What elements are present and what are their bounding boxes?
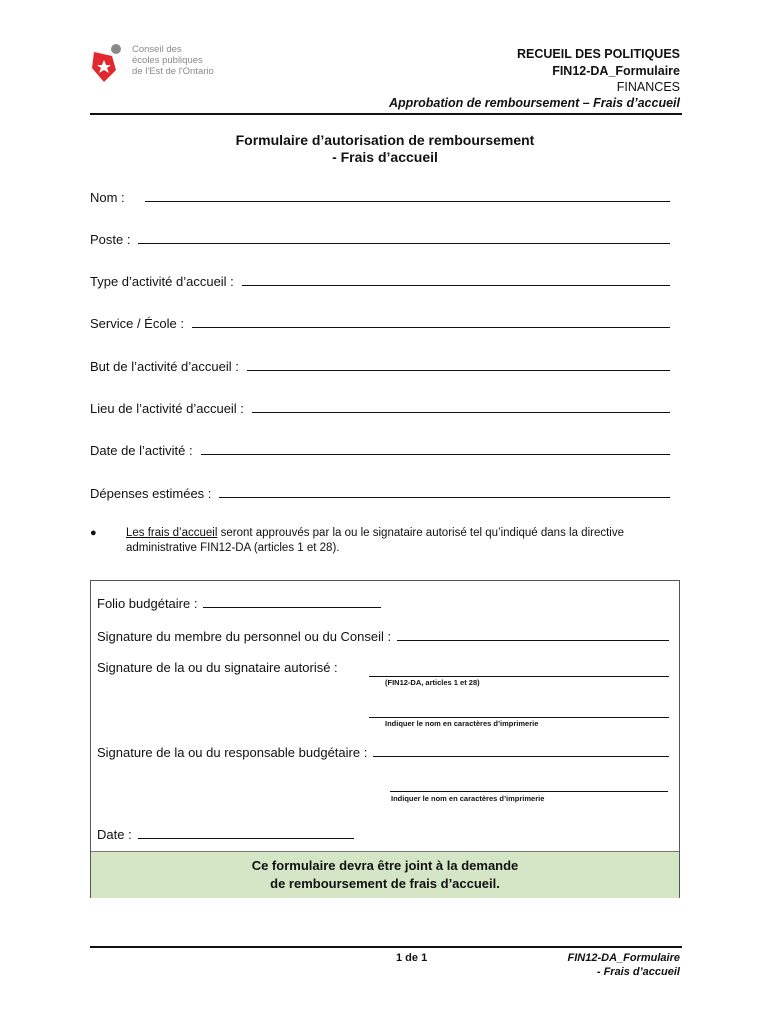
footer-form-subject: - Frais d’accueil xyxy=(596,966,680,978)
date-label: Date : xyxy=(97,827,132,842)
header-collection: RECUEIL DES POLITIQUES xyxy=(517,47,680,61)
field-line[interactable] xyxy=(201,444,670,455)
header-category: FINANCES xyxy=(616,80,680,94)
approval-note-rest: seront approuvés par la ou le signataire autorisé tel qu’indiqué dans la directive administrative FIN12-DA (articles 1 et 28). xyxy=(126,527,624,554)
logo-icon xyxy=(90,42,130,86)
field-type-activite[interactable] xyxy=(90,274,670,289)
sig-budget-label: Signature de la ou du responsable budgétaire : xyxy=(97,745,368,760)
field-line[interactable] xyxy=(219,487,670,498)
print-name-caption-1: Indiquer le nom en caractères d’imprimerie xyxy=(385,719,539,728)
bullet-dot: ● xyxy=(90,527,97,539)
sig-member-label: Signature du membre du personnel ou du Conseil : xyxy=(97,629,392,644)
field-label: Lieu de l’activité d’accueil : xyxy=(90,401,244,416)
field-folio[interactable] xyxy=(97,596,381,611)
approval-note-text xyxy=(126,526,676,556)
sig-authorized-line[interactable] xyxy=(369,676,669,677)
field-sig-member[interactable] xyxy=(97,629,669,644)
field-date[interactable] xyxy=(97,827,354,842)
header-divider xyxy=(90,113,682,115)
sig-authorized-note: (FIN12-DA, articles 1 et 28) xyxy=(385,678,480,687)
footer-divider xyxy=(90,946,682,948)
field-label: Date de l’activité : xyxy=(90,443,193,458)
field-label: Dépenses estimées : xyxy=(90,486,212,501)
field-label: Nom : xyxy=(90,190,125,205)
field-depenses-estimees[interactable] xyxy=(90,486,670,501)
field-sig-budget[interactable] xyxy=(97,745,669,760)
field-label: Poste : xyxy=(90,232,131,247)
field-nom[interactable] xyxy=(90,190,670,205)
form-subtitle: - Frais d’accueil xyxy=(332,149,438,165)
field-label: But de l’activité d’accueil : xyxy=(90,359,239,374)
field-date-activite[interactable] xyxy=(90,443,670,458)
field-lieu-activite[interactable] xyxy=(90,401,670,416)
date-line[interactable] xyxy=(138,838,354,839)
field-line[interactable] xyxy=(242,275,670,286)
field-line[interactable] xyxy=(138,233,670,244)
attachment-notice xyxy=(91,851,679,898)
approval-note-underlined: Les frais d’accueil xyxy=(126,527,218,539)
field-line[interactable] xyxy=(252,402,670,413)
footer-form-code: FIN12-DA_Formulaire xyxy=(567,952,680,964)
print-name-caption-2: Indiquer le nom en caractères d’imprimerie xyxy=(391,794,545,803)
header-form-code: FIN12-DA_Formulaire xyxy=(552,64,680,78)
sig-budget-line[interactable] xyxy=(373,756,669,757)
print-name-line-2[interactable] xyxy=(390,791,668,792)
field-label: Type d’activité d’accueil : xyxy=(90,274,234,289)
logo-line-2: écoles publiques xyxy=(132,55,203,66)
field-label: Service / École : xyxy=(90,316,184,331)
logo-line-3: de l'Est de l'Ontario xyxy=(132,66,214,77)
field-service-ecole[interactable] xyxy=(90,316,670,331)
logo-line-1: Conseil des xyxy=(132,44,182,55)
folio-line[interactable] xyxy=(203,607,381,608)
folio-label: Folio budgétaire : xyxy=(97,596,198,611)
field-line[interactable] xyxy=(145,191,670,202)
sig-authorized-label: Signature de la ou du signataire autorisé : xyxy=(97,660,338,675)
page-number: 1 de 1 xyxy=(396,952,428,964)
print-name-line-1[interactable] xyxy=(369,717,669,718)
header-subject: Approbation de remboursement – Frais d’accueil xyxy=(388,96,680,110)
notice-line-2: de remboursement de frais d’accueil. xyxy=(270,876,500,891)
field-line[interactable] xyxy=(247,360,670,371)
footer-form-ref xyxy=(568,951,680,979)
cepeo-logo xyxy=(90,42,220,86)
field-line[interactable] xyxy=(192,317,670,328)
field-poste[interactable] xyxy=(90,232,670,247)
form-title: Formulaire d’autorisation de remboursement xyxy=(235,132,535,148)
logo-wordmark xyxy=(132,44,214,77)
notice-line-1: Ce formulaire devra être joint à la demande xyxy=(251,858,519,873)
sig-member-line[interactable] xyxy=(397,640,669,641)
field-but-activite[interactable] xyxy=(90,359,670,374)
